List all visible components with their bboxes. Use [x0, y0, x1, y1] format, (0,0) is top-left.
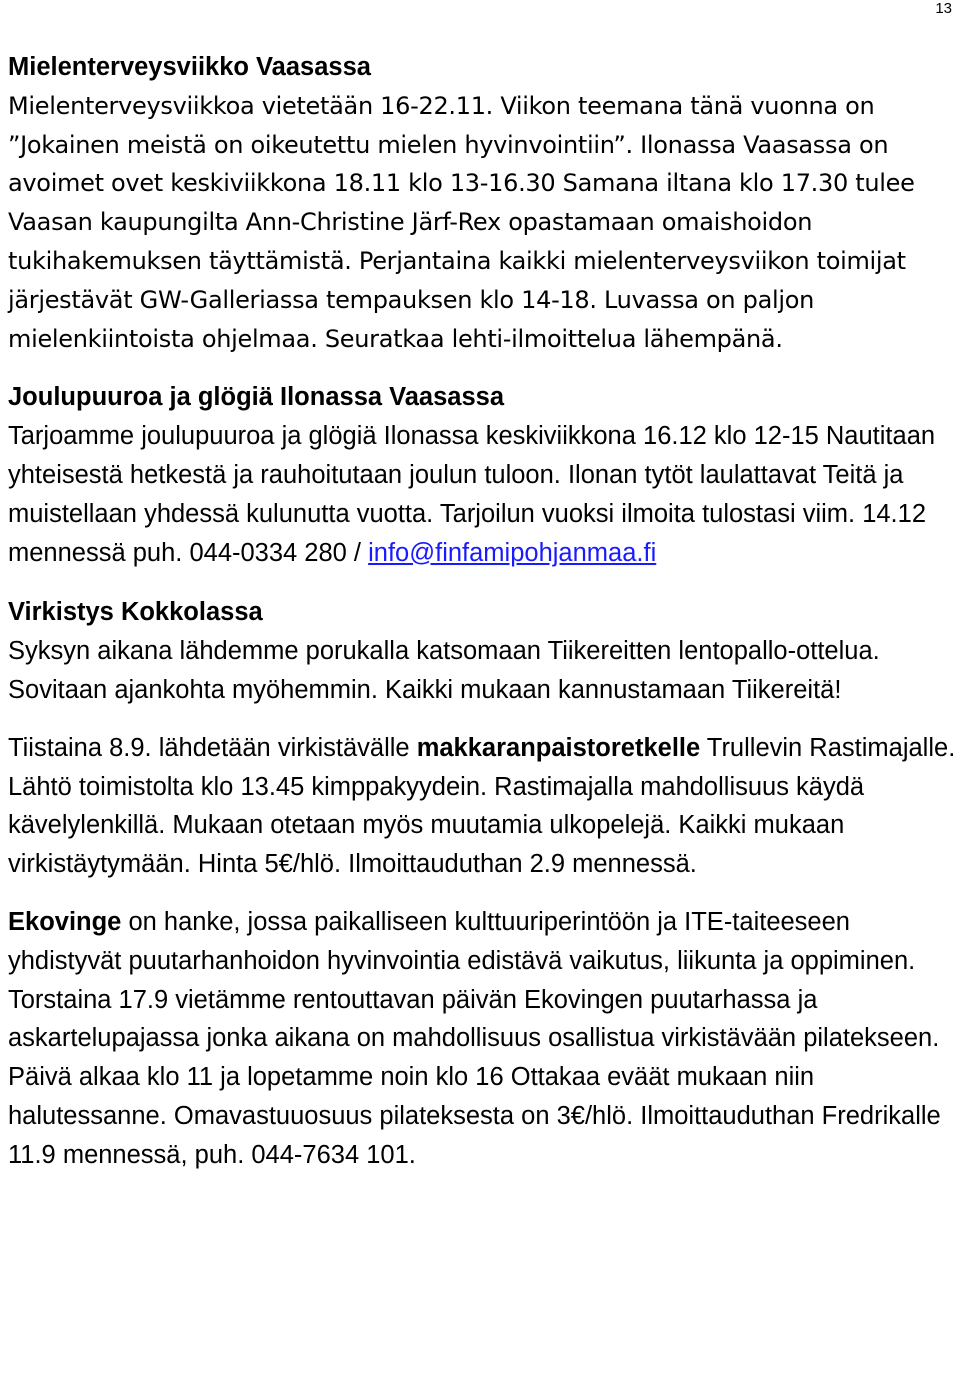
- section-heading: Joulupuuroa ja glögiä Ilonassa Vaasassa: [8, 383, 505, 412]
- paragraph-text: Tarjoamme joulupuuroa ja glögiä Ilonassa keskiviikkona 16.12 klo 12-15 Nautitaan yhteisestä hetkestä ja rauhoitutaan joulun tuloon. Ilonan tytöt laulattavat Teitä ja muistellaan yhdessä kulunutta vuotta. Tarjoilun vuoksi ilmoita tulostasi viim. 14.12 mennessä puh. 044-0334 280 /: [8, 422, 936, 567]
- spacer: [8, 572, 956, 593]
- spacer: [8, 884, 956, 903]
- emphasis-text: makkaranpaistoretkelle: [416, 733, 701, 762]
- paragraph-text: on hanke, jossa paikalliseen kulttuuriperintöön ja ITE-taiteeseen yhdistyvät puutarhanhoidon hyvinvointia edistävä vaikutus, liikunta ja oppiminen. Torstaina 17.9 vietämme rentouttavan päivän Ekovingen puutarhassa ja askartelupajassa jonka aikana on mahdollisuus osallistua virkistävään pilatekseen. Päivä alkaa klo 11 ja lopetamme noin klo 16 Ottakaa eväät mukaan niin halutessanne. Omavastuuosuus pilateksesta on 3€/hlö. Ilmoittauduthan Fredrikalle 11.9 mennessä, puh. 044-7634 101.: [8, 907, 941, 1169]
- section-ekovinge: [8, 903, 956, 1175]
- section-paragraph: [8, 417, 956, 572]
- emphasis-text: Ekovinge: [8, 907, 122, 936]
- section-joulupuuro: [8, 378, 956, 572]
- paragraph-text: Tiistaina 8.9. lähdetään virkistävälle: [8, 733, 417, 762]
- spacer: [8, 358, 956, 378]
- paragraph-text: Trullevin Rastimajalle. Lähtö toimistolta klo 13.45 kimppakyydein. Rastimajalla mahdollisuus käydä kävelylenkillä. Mukaan otetaan myös muutamia ulkopelejä. Kaikki mukaan virkistäytymään. Hinta 5€/hlö. Ilmoittauduthan 2.9 mennessä.: [8, 733, 956, 879]
- section-paragraph: Mielenterveysviikkoa vietetään 16-22.11. Viikon teemana tänä vuonna on ”Jokainen meistä on oikeutettu mielen hyvinvointiin”. Ilonassa Vaasassa on avoimet ovet keskiviikkona 18.11 klo 13-16.30 Samana iltana klo 17.30 tulee Vaasan kaupungilta Ann-Christine Järf-Rex opastamaan omaishoidon tukihakemuksen täyttämistä. Perjantaina kaikki mielenterveysviikon toimijat järjestävät GW-Galleriassa tempauksen klo 14-18. Luvassa on paljon mielenkiintoista ohjelmaa. Seuratkaa lehti-ilmoittelua lähempänä.: [8, 91, 915, 353]
- section-heading: Mielenterveysviikko Vaasassa: [8, 53, 371, 81]
- spacer: [8, 710, 956, 729]
- page-number: 13: [935, 0, 952, 17]
- section-heading: Virkistys Kokkolassa: [8, 598, 263, 627]
- section-virkistys: [8, 593, 956, 709]
- section-paragraph: [8, 729, 956, 884]
- section-mielenterveysviikko: [8, 48, 956, 358]
- section-paragraph: [8, 903, 956, 1175]
- email-link[interactable]: info@finfamipohjanmaa.fi: [368, 538, 657, 567]
- section-paragraph: Syksyn aikana lähdemme porukalla katsomaan Tiikereitten lentopallo-ottelua. Sovitaan ajankohta myöhemmin. Kaikki mukaan kannustamaan Tiikereitä!: [8, 637, 880, 704]
- document-body: [8, 48, 956, 1175]
- section-makkaranpaisto: [8, 729, 956, 884]
